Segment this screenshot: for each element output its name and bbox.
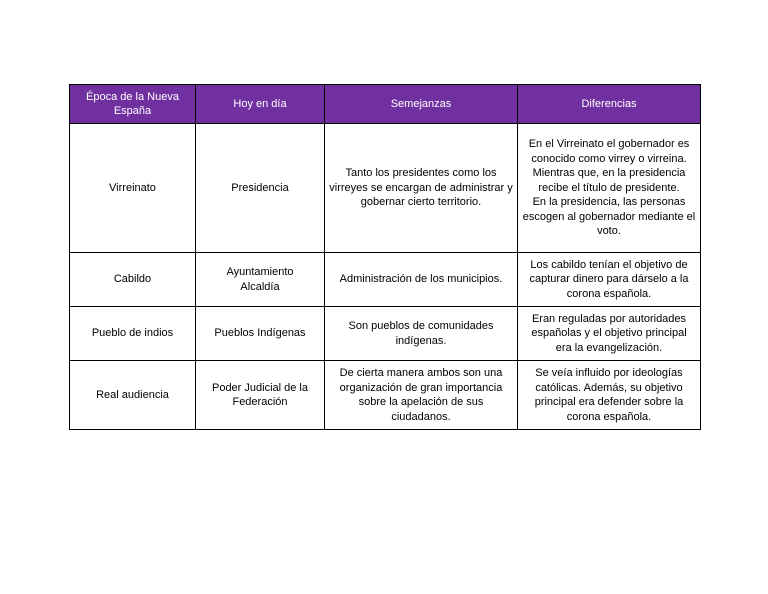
- header-semejanzas: Semejanzas: [325, 85, 518, 124]
- table-row: [70, 124, 701, 253]
- comparison-table: [69, 84, 701, 430]
- table-row: [70, 253, 701, 307]
- cell-hoy-en-dia: Poder Judicial de la Federación: [196, 361, 325, 430]
- cell-hoy-en-dia: Pueblos Indígenas: [196, 307, 325, 361]
- cell-semejanzas: Administración de los municipios.: [325, 253, 518, 307]
- cell-semejanzas: De cierta manera ambos son una organización de gran importancia sobre la apelación de sus ciudadanos.: [325, 361, 518, 430]
- cell-diferencias: En el Virreinato el gobernador es conocido como virrey o virreina. Mientras que, en la presidencia recibe el título de presidente. En la presidencia, las personas escogen al gobernador mediante el voto.: [518, 124, 701, 253]
- cell-hoy-en-dia: Presidencia: [196, 124, 325, 253]
- cell-semejanzas: Son pueblos de comunidades indígenas.: [325, 307, 518, 361]
- table-header-row: [70, 85, 701, 124]
- table-row: [70, 307, 701, 361]
- table-row: [70, 361, 701, 430]
- cell-diferencias: Se veía influido por ideologías católicas. Además, su objetivo principal era defender sobre la corona española.: [518, 361, 701, 430]
- cell-epoca: Real audiencia: [70, 361, 196, 430]
- header-hoy-en-dia: Hoy en día: [196, 85, 325, 124]
- cell-epoca: Cabildo: [70, 253, 196, 307]
- header-diferencias: Diferencias: [518, 85, 701, 124]
- cell-hoy-en-dia: Ayuntamiento Alcaldía: [196, 253, 325, 307]
- cell-diferencias: Los cabildo tenían el objetivo de capturar dinero para dárselo a la corona española.: [518, 253, 701, 307]
- cell-semejanzas: Tanto los presidentes como los virreyes se encargan de administrar y gobernar cierto territorio.: [325, 124, 518, 253]
- cell-epoca: Pueblo de indios: [70, 307, 196, 361]
- cell-epoca: Virreinato: [70, 124, 196, 253]
- header-epoca: Época de la Nueva España: [70, 85, 196, 124]
- cell-diferencias: Eran reguladas por autoridades españolas y el objetivo principal era la evangelización.: [518, 307, 701, 361]
